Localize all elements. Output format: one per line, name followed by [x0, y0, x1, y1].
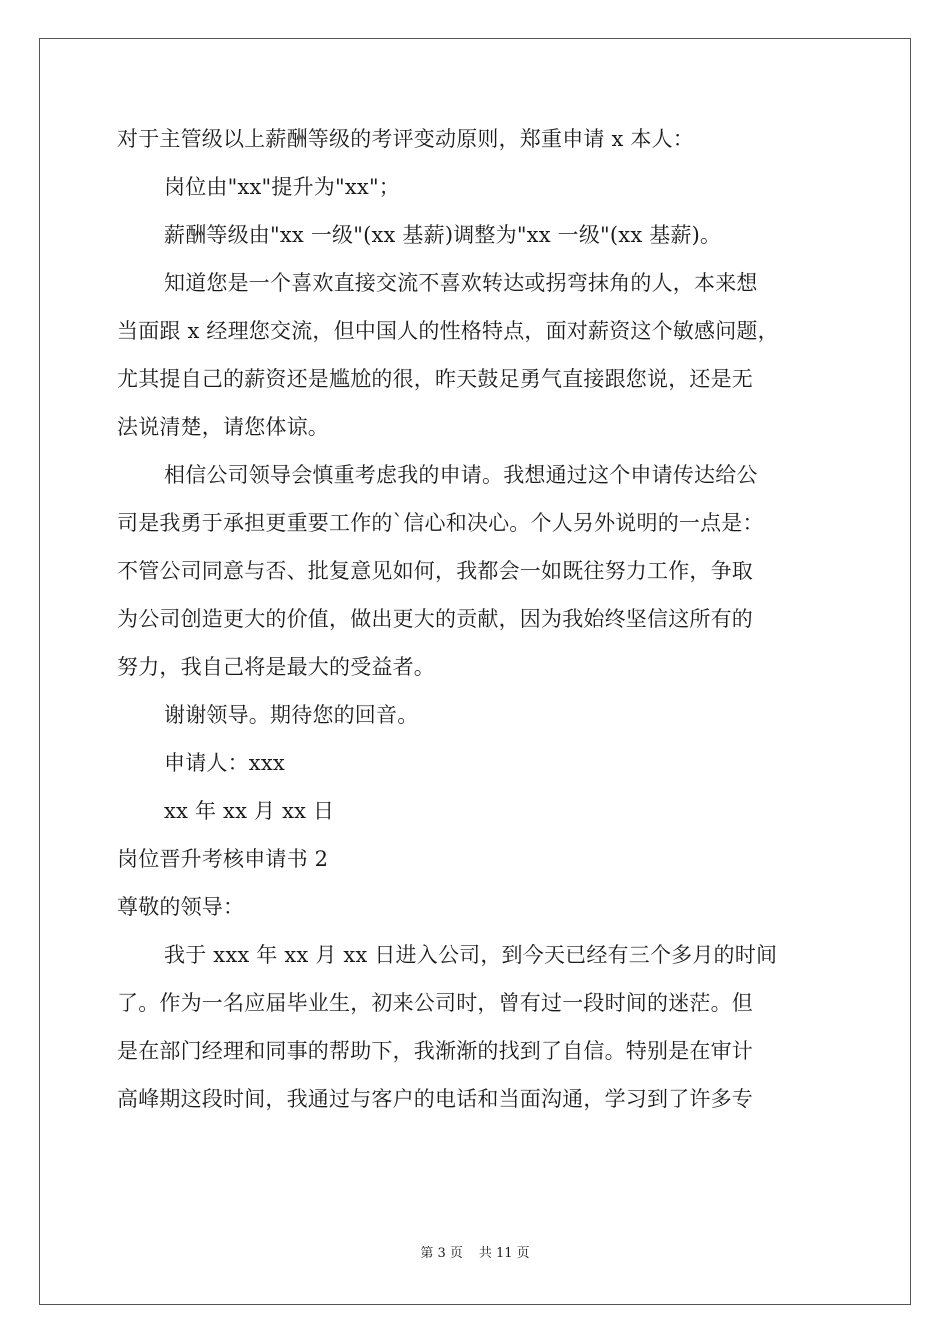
signature-line: 申请人：xxx — [164, 751, 285, 775]
salutation: 尊敬的领导： — [117, 895, 245, 919]
text-line: 岗位由"xx"提升为"xx"； — [164, 175, 401, 199]
text-line: 为公司创造更大的价值，做出更大的贡献，因为我始终坚信这所有的 — [117, 607, 753, 631]
text-line: 知道您是一个喜欢直接交流不喜欢转达或拐弯抹角的人，本来想 — [164, 271, 758, 295]
page-footer — [0, 1246, 950, 1262]
text-line: 对于主管级以上薪酬等级的考评变动原则，郑重申请 x 本人： — [117, 127, 694, 151]
text-line: 法说清楚，请您体谅。 — [117, 415, 329, 439]
text-line: 努力，我自己将是最大的受益者。 — [117, 655, 435, 679]
document-body — [117, 127, 837, 1135]
text-line: 我于 xxx 年 xx 月 xx 日进入公司，到今天已经有三个多月的时间 — [164, 943, 778, 967]
text-line: 了。作为一名应届毕业生，初来公司时，曾有过一段时间的迷茫。但 — [117, 991, 753, 1015]
page-number: 第 3 页 — [420, 1246, 463, 1261]
text-line: 司是我勇于承担更重要工作的`信心和决心。个人另外说明的一点是： — [117, 511, 764, 535]
text-line: 高峰期这段时间，我通过与客户的电话和当面沟通，学习到了许多专 — [117, 1087, 753, 1111]
text-line: 尤其提自己的薪资还是尴尬的很，昨天鼓足勇气直接跟您说，还是无 — [117, 367, 753, 391]
text-line: 相信公司领导会慎重考虑我的申请。我想通过这个申请传达给公 — [164, 463, 758, 487]
section-title: 岗位晋升考核申请书 2 — [117, 847, 329, 871]
text-line: 薪酬等级由"xx 一级"(xx 基薪)调整为"xx 一级"(xx 基薪)。 — [164, 223, 722, 247]
date-line: xx 年 xx 月 xx 日 — [164, 799, 335, 823]
text-line: 是在部门经理和同事的帮助下，我渐渐的找到了自信。特别是在审计 — [117, 1039, 753, 1063]
text-line: 不管公司同意与否、批复意见如何，我都会一如既往努力工作，争取 — [117, 559, 753, 583]
page-total: 共 11 页 — [478, 1246, 530, 1261]
text-line: 谢谢领导。期待您的回音。 — [164, 703, 419, 727]
text-line: 当面跟 x 经理您交流，但中国人的性格特点，面对薪资这个敏感问题， — [117, 319, 779, 343]
